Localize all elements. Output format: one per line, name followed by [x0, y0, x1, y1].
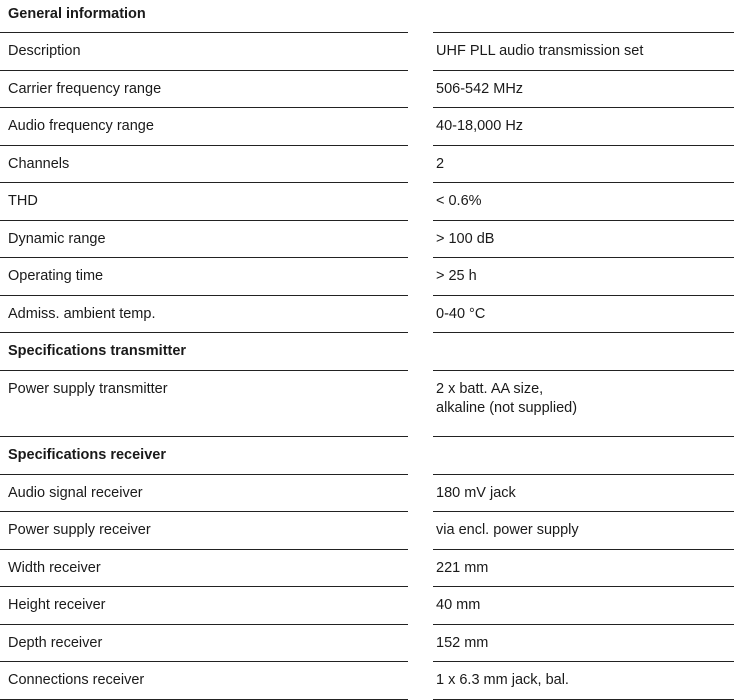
section-header-specifications-receiver	[0, 437, 734, 475]
spec-row-description	[0, 33, 734, 71]
spec-value: 180 mV jack	[433, 475, 734, 512]
spec-value-line: alkaline (not supplied)	[436, 400, 578, 416]
spec-row-operating-time	[0, 258, 734, 296]
spec-row-connections-receiver	[0, 662, 734, 700]
spec-label: Carrier frequency range	[0, 71, 408, 108]
spec-label: Width receiver	[0, 550, 408, 587]
spec-value: 40-18,000 Hz	[433, 108, 734, 146]
spec-row-thd	[0, 183, 734, 221]
spec-row-power-supply-transmitter	[0, 371, 734, 437]
spec-label: Operating time	[0, 258, 408, 296]
spec-value: < 0.6%	[433, 183, 734, 221]
spec-label: Power supply receiver	[0, 512, 408, 550]
spec-value-line: 2 x batt. AA size,	[436, 381, 544, 397]
spec-label: Connections receiver	[0, 662, 408, 700]
spec-value: > 100 dB	[433, 221, 734, 258]
spec-row-depth-receiver	[0, 625, 734, 662]
spec-value: 221 mm	[433, 550, 734, 587]
spec-value: via encl. power supply	[433, 512, 734, 550]
spec-row-power-supply-receiver	[0, 512, 734, 550]
spec-value: UHF PLL audio transmission set	[433, 33, 734, 71]
spec-value: > 25 h	[433, 258, 734, 296]
spec-value: 506-542 MHz	[433, 71, 734, 108]
section-title: General information	[0, 0, 408, 33]
section-value-empty	[433, 0, 734, 33]
section-header-specifications-transmitter	[0, 333, 734, 371]
section-title: Specifications transmitter	[0, 333, 408, 371]
section-value-empty	[433, 437, 734, 475]
section-title: Specifications receiver	[0, 437, 408, 475]
spec-value: 40 mm	[433, 587, 734, 625]
spec-value: 0-40 °C	[433, 296, 734, 333]
section-value-empty	[433, 333, 734, 371]
spec-value: 152 mm	[433, 625, 734, 662]
spec-label: THD	[0, 183, 408, 221]
spec-row-audio-frequency-range	[0, 108, 734, 146]
spec-label: Power supply transmitter	[0, 371, 408, 437]
spec-label: Dynamic range	[0, 221, 408, 258]
section-header-general-information	[0, 0, 734, 33]
spec-label: Audio signal receiver	[0, 475, 408, 512]
spec-row-width-receiver	[0, 550, 734, 587]
spec-label: Depth receiver	[0, 625, 408, 662]
spec-value: 1 x 6.3 mm jack, bal.	[433, 662, 734, 700]
spec-row-ambient-temp	[0, 296, 734, 333]
spec-label: Height receiver	[0, 587, 408, 625]
spec-value: 2	[433, 146, 734, 183]
spec-label: Admiss. ambient temp.	[0, 296, 408, 333]
spec-label: Audio frequency range	[0, 108, 408, 146]
spec-label: Channels	[0, 146, 408, 183]
spec-row-channels	[0, 146, 734, 183]
spec-row-carrier-frequency-range	[0, 71, 734, 108]
spec-row-height-receiver	[0, 587, 734, 625]
spec-row-audio-signal-receiver	[0, 475, 734, 512]
spec-row-dynamic-range	[0, 221, 734, 258]
spec-label: Description	[0, 33, 408, 71]
spec-value	[433, 371, 734, 437]
